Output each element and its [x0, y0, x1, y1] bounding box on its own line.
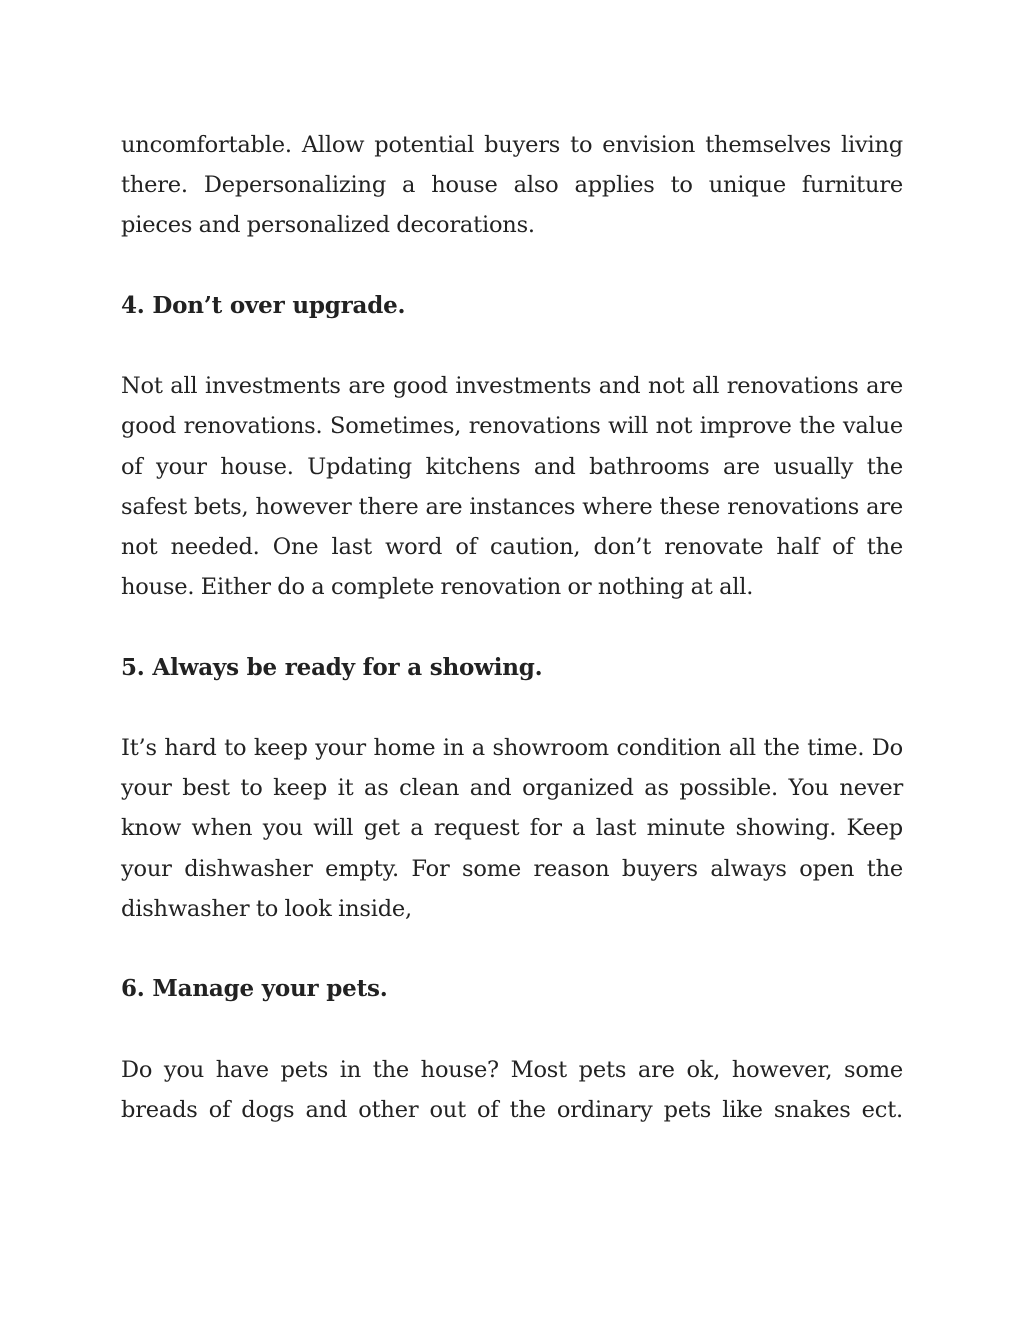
section-heading-4: 4. Don’t over upgrade. — [121, 291, 406, 319]
document-page — [121, 125, 903, 1130]
section-heading-6: 6. Manage your pets. — [121, 975, 388, 1003]
spacer — [121, 1009, 903, 1049]
spacer — [121, 688, 903, 728]
paragraph-depersonalize-continued: uncomfortable. Allow potential buyers to envision themselves living there. Depersonalizing a house also applies to unique furniture pieces and personalized decorations. — [121, 132, 903, 239]
spacer — [121, 326, 903, 366]
paragraph-showing-ready: It’s hard to keep your home in a showroom condition all the time. Do your best to keep it as clean and organized as possible. You never know when you will get a request for a last minute showing. Keep your dishwasher empty. For some reason buyers always open the dishwasher to look inside, — [121, 734, 903, 922]
spacer — [121, 246, 903, 286]
spacer — [121, 607, 903, 647]
paragraph-manage-pets: Do you have pets in the house? Most pets are ok, however, some breads of dogs and other out of the ordinary pets like snakes ect. — [121, 1056, 903, 1123]
spacer — [121, 929, 903, 969]
section-heading-5: 5. Always be ready for a showing. — [121, 653, 543, 681]
paragraph-over-upgrade: Not all investments are good investments and not all renovations are good renovations. Sometimes, renovations will not improve the value of your house. Updating kitchens and bathrooms are usually the safest bets, however there are instances where these renovations are not needed. One last word of caution, don’t renovate half of the house. Either do a complete renovation or nothing at all. — [121, 373, 903, 601]
